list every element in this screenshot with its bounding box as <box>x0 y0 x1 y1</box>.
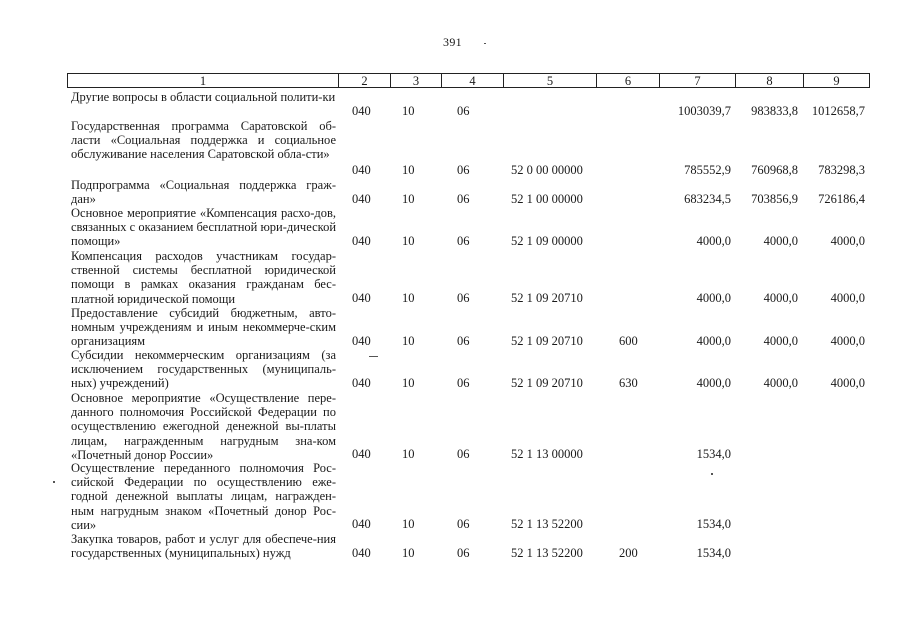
row-name: Субсидии некоммерческим организациям (за исключением государственных (муниципаль-ных) учреждений) <box>71 348 336 391</box>
cell-col-7: 683234,5 <box>684 192 731 206</box>
table-header-row <box>67 73 870 88</box>
header-col-7: 7 <box>660 74 736 87</box>
cell-col-8: 703856,9 <box>751 192 798 206</box>
cell-col-5: 52 1 09 20710 <box>511 376 583 390</box>
row-name: Осуществление переданного полномочия Рос-сийской Федерации по осуществлению еже-годной денежной выплаты лицам, награжден-ным нагрудным знаком «Почетный донор Рос-сии» <box>71 461 336 532</box>
cell-col-3: 10 <box>402 234 415 248</box>
cell-col-4: 06 <box>457 376 470 390</box>
cell-col-4: 06 <box>457 104 470 118</box>
cell-col-5: 52 1 09 20710 <box>511 334 583 348</box>
cell-col-2: 040 <box>352 104 371 118</box>
cell-col-4: 06 <box>457 517 470 531</box>
cell-col-4: 06 <box>457 234 470 248</box>
cell-col-4: 06 <box>457 546 470 560</box>
cell-col-6: 600 <box>619 334 638 348</box>
scan-speck <box>53 481 55 483</box>
header-col-5: 5 <box>504 74 597 87</box>
scan-speck <box>369 356 378 357</box>
cell-col-7: 1534,0 <box>696 517 731 531</box>
cell-col-9: 1012658,7 <box>811 104 865 118</box>
row-name: Подпрограмма «Социальная поддержка граж-дан» <box>71 178 336 207</box>
cell-col-7: 4000,0 <box>696 291 731 305</box>
header-col-9: 9 <box>833 74 840 88</box>
cell-col-4: 06 <box>457 163 470 177</box>
scan-speck <box>711 473 713 475</box>
cell-col-7: 4000,0 <box>696 376 731 390</box>
header-col-4: 4 <box>442 74 504 87</box>
cell-col-4: 06 <box>457 291 470 305</box>
cell-col-8: 4000,0 <box>763 291 798 305</box>
cell-col-2: 040 <box>352 192 371 206</box>
row-name: Государственная программа Саратовской об-ласти «Социальная поддержка и социальное обслуживание населения Саратовской обла-сти» <box>71 119 336 162</box>
cell-col-3: 10 <box>402 376 415 390</box>
cell-col-9: 783298,3 <box>818 163 865 177</box>
cell-col-9: 4000,0 <box>830 234 865 248</box>
cell-col-7: 1534,0 <box>696 546 731 560</box>
cell-col-4: 06 <box>457 192 470 206</box>
page-number: 391 <box>443 35 462 49</box>
cell-col-3: 10 <box>402 104 415 118</box>
cell-col-3: 10 <box>402 192 415 206</box>
cell-col-8: 4000,0 <box>763 234 798 248</box>
cell-col-3: 10 <box>402 517 415 531</box>
cell-col-2: 040 <box>352 517 371 531</box>
row-name: Компенсация расходов участникам государ-ственной системы бесплатной юридической помощи в рамках оказания гражданам бес-платной юридической помощи <box>71 249 336 306</box>
cell-col-8: 4000,0 <box>763 376 798 390</box>
cell-col-8: 4000,0 <box>763 334 798 348</box>
cell-col-5: 52 1 13 52200 <box>511 546 583 560</box>
cell-col-2: 040 <box>352 234 371 248</box>
header-col-8: 8 <box>736 74 804 87</box>
header-col-3: 3 <box>391 74 442 87</box>
row-name: Основное мероприятие «Компенсация расхо-дов, связанных с оказанием бесплатной юри-дической помощи» <box>71 206 337 249</box>
cell-col-2: 040 <box>352 376 371 390</box>
cell-col-4: 06 <box>457 447 470 461</box>
cell-col-8: 760968,8 <box>751 163 798 177</box>
cell-col-5: 52 1 13 00000 <box>511 447 583 461</box>
row-name: Закупка товаров, работ и услуг для обеспече-ния государственных (муниципальных) нужд <box>71 532 336 561</box>
scan-speck <box>484 43 486 44</box>
cell-col-7: 1534,0 <box>696 447 731 461</box>
row-name: Основное мероприятие «Осуществление пере-данного полномочия Российской Федерации по осуществлению ежегодной денежной вы-платы лицам, награжденным нагрудным зна-ком «Почетный донор России» <box>71 391 336 462</box>
cell-col-2: 040 <box>352 546 371 560</box>
cell-col-2: 040 <box>352 334 371 348</box>
cell-col-6: 630 <box>619 376 638 390</box>
cell-col-5: 52 1 09 00000 <box>511 234 583 248</box>
header-col-1: 1 <box>68 74 339 87</box>
cell-col-2: 040 <box>352 447 371 461</box>
cell-col-7: 4000,0 <box>696 334 731 348</box>
cell-col-9: 726186,4 <box>818 192 865 206</box>
cell-col-8: 983833,8 <box>751 104 798 118</box>
row-name: Другие вопросы в области социальной полити-ки <box>71 90 336 104</box>
row-name: Предоставление субсидий бюджетным, авто-номным учреждениям и иным некоммерче-ским организациям <box>71 306 336 349</box>
cell-col-6: 200 <box>619 546 638 560</box>
cell-col-2: 040 <box>352 291 371 305</box>
cell-col-3: 10 <box>402 334 415 348</box>
cell-col-3: 10 <box>402 291 415 305</box>
cell-col-2: 040 <box>352 163 371 177</box>
cell-col-9: 4000,0 <box>830 376 865 390</box>
cell-col-5: 52 1 13 52200 <box>511 517 583 531</box>
cell-col-3: 10 <box>402 546 415 560</box>
header-col-2: 2 <box>339 74 391 87</box>
cell-col-9: 4000,0 <box>830 334 865 348</box>
cell-col-7: 785552,9 <box>684 163 731 177</box>
cell-col-7: 1003039,7 <box>677 104 731 118</box>
cell-col-7: 4000,0 <box>696 234 731 248</box>
cell-col-5: 52 0 00 00000 <box>511 163 583 177</box>
cell-col-3: 10 <box>402 163 415 177</box>
cell-col-5: 52 1 09 20710 <box>511 291 583 305</box>
cell-col-5: 52 1 00 00000 <box>511 192 583 206</box>
cell-col-3: 10 <box>402 447 415 461</box>
header-col-6: 6 <box>597 74 660 87</box>
cell-col-9: 4000,0 <box>830 291 865 305</box>
cell-col-4: 06 <box>457 334 470 348</box>
